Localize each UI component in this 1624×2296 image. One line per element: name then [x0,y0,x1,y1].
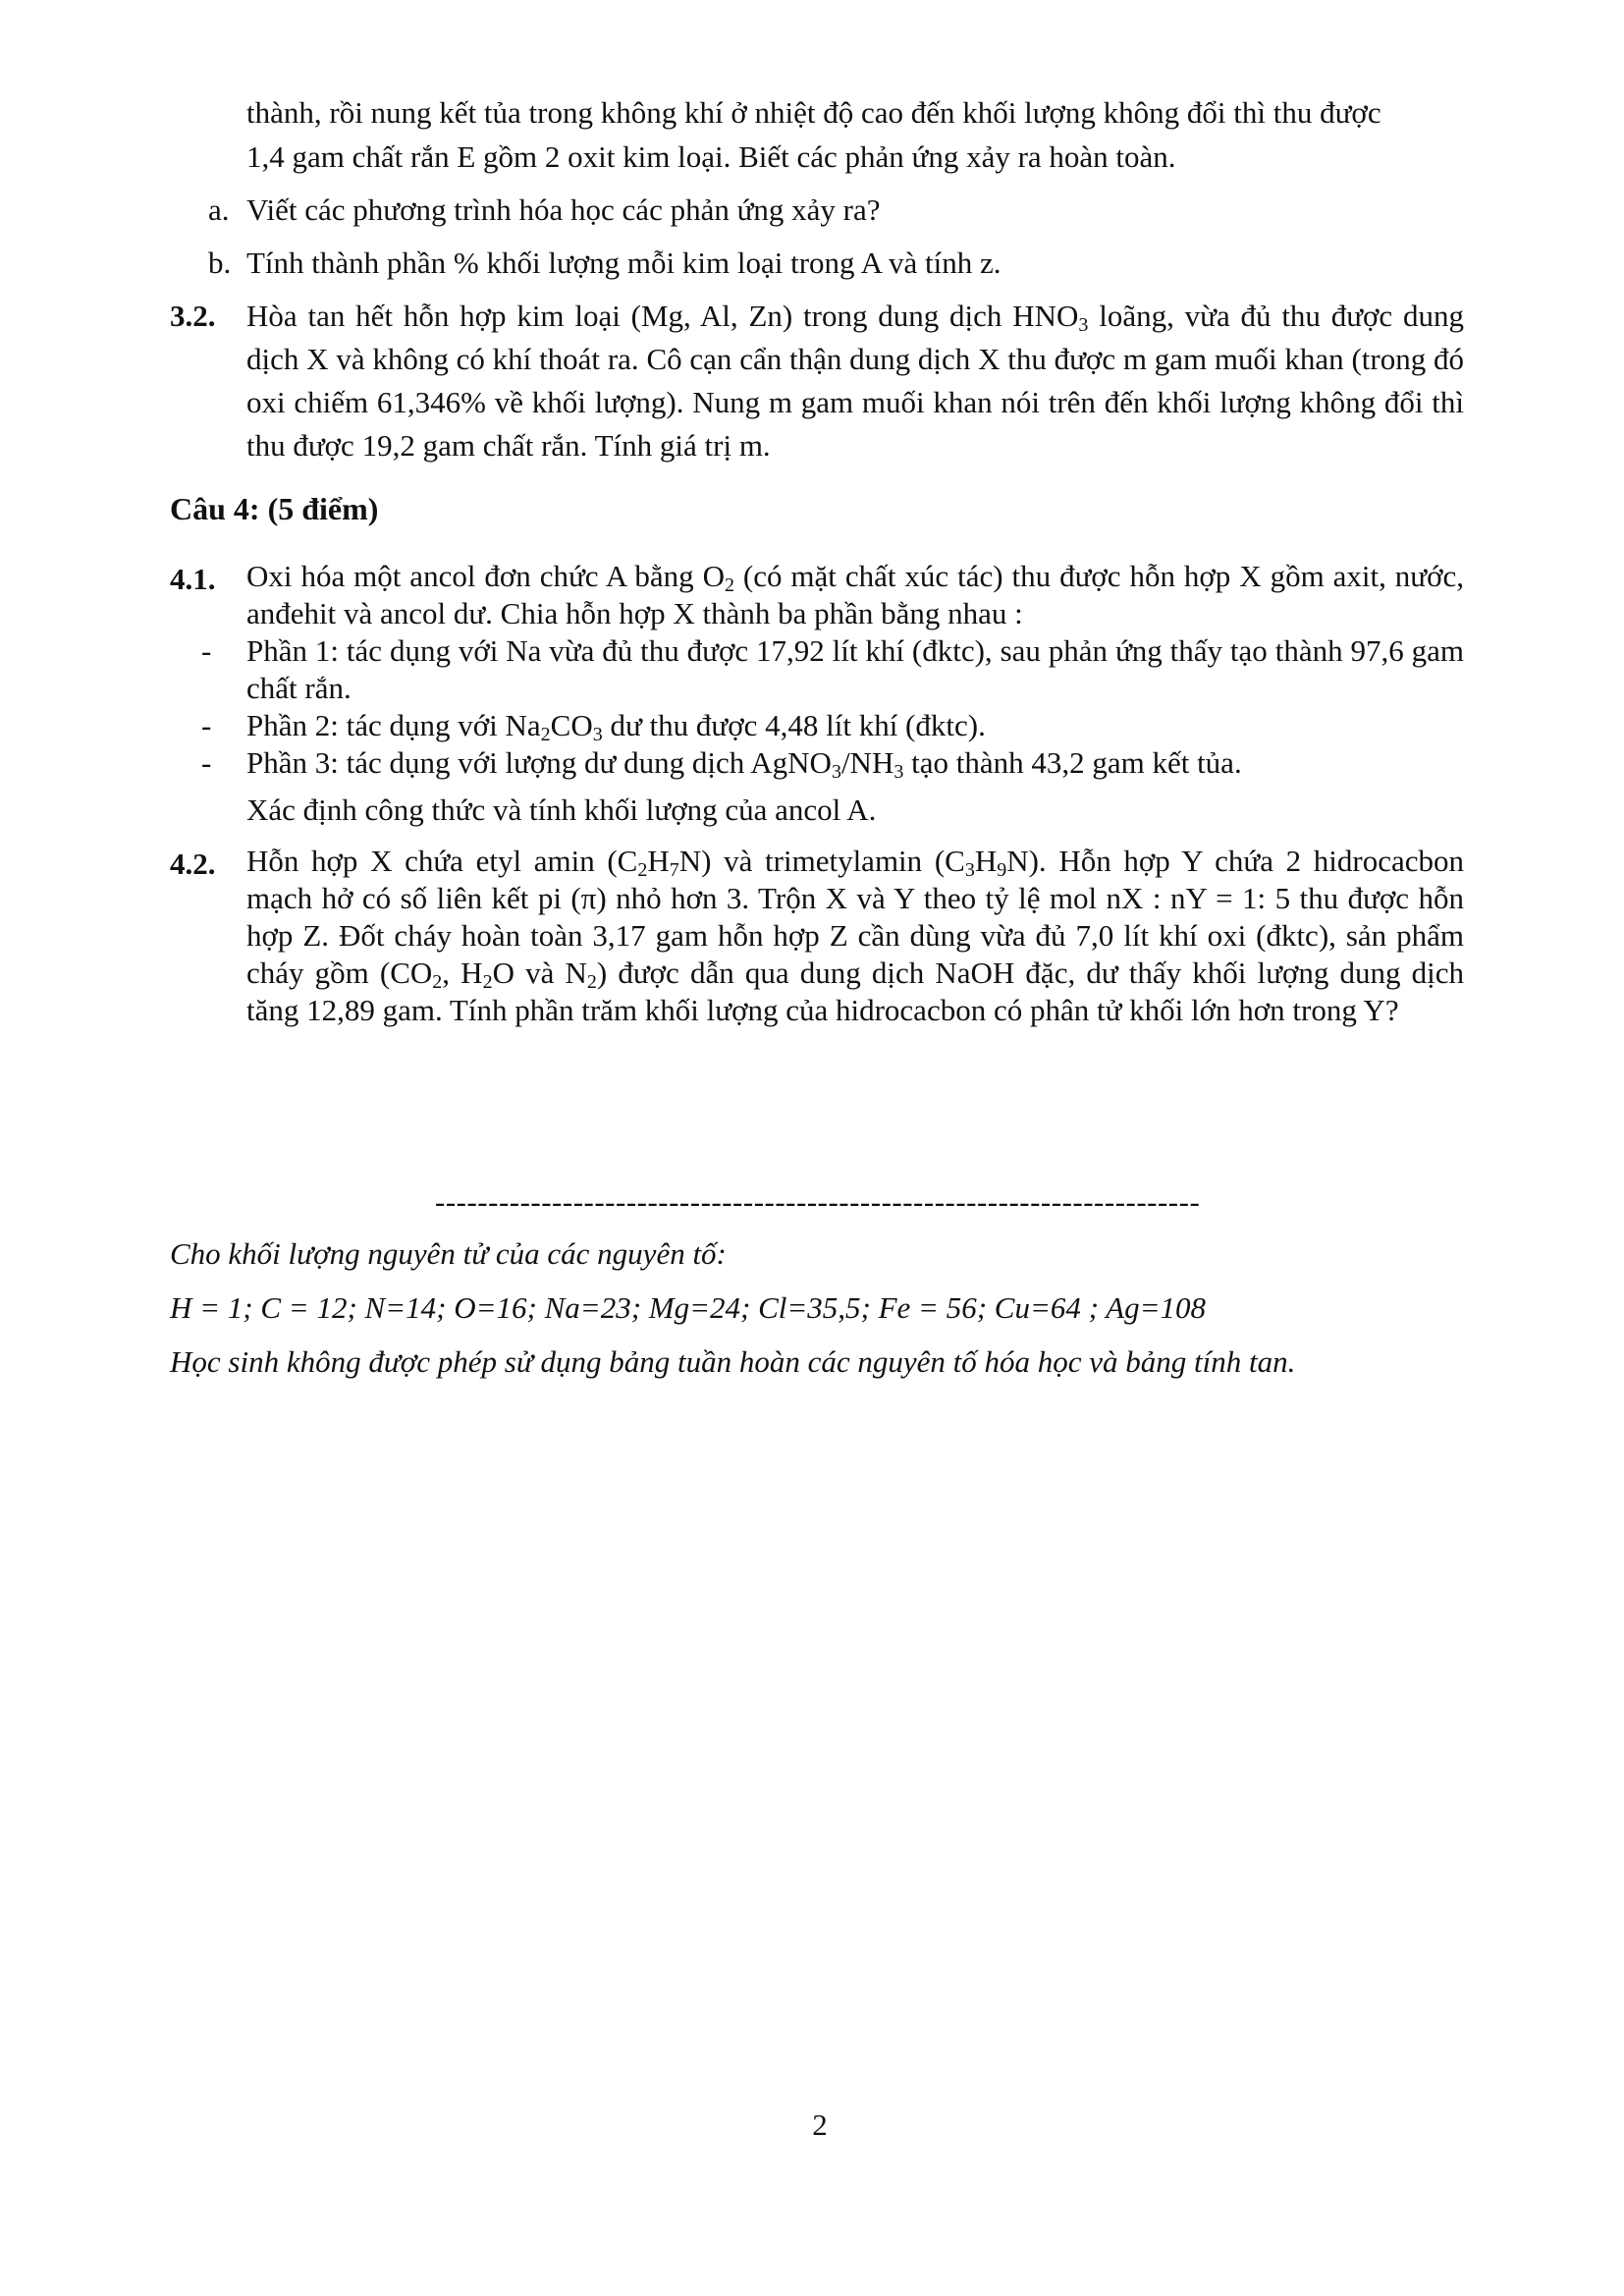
q4-1-part1-dash: - [201,633,212,668]
q4-1-part2: Phần 2: tác dụng với $Na_2CO_3$ dư thu được 4,48 lít khí (đktc). [246,708,986,745]
separator-line: ------------------------------------------------------------------------ [435,1184,1201,1219]
q4-2-number: 4.2. [170,847,216,881]
q3-2-text: Hòa tan hết hỗn hợp kim loại (Mg, Al, Zn) trong dung dịch $HNO_3$ loãng, vừa đủ thu được dung dịch X và không có khí thoát ra. Cô cạn cẩn thận dung dịch X thu được m gam muối khan (trong đó oxi chiếm 61,346% về khối lượng). Nung m gam muối khan nói trên đến khối lượng không đổi thì thu được 19,2 gam chất rắn. Tính giá trị m. [246,299,1465,463]
q3-item-a-label: a. [208,192,230,227]
q3-item-b-label: b. [208,246,232,280]
q4-1-text: Oxi hóa một ancol đơn chức A bằng $O_2$ (có mặt chất xúc tác) thu được hỗn hợp X gồm axit, nước, anđehit và ancol dư. Chia hỗn hợp X thành ba phần bằng nhau : [246,559,1464,630]
q4-1-number: 4.1. [170,562,216,596]
q4-1-part1: Phần 1: tác dụng với Na vừa đủ thu được 17,92 lít khí (đktc), sau phản ứng thấy tạo thành 97,6 gam chất rắn. [246,633,1464,705]
q3-continuation-line2: 1,4 gam chất rắn E gồm 2 oxit kim loại. Biết các phản ứng xảy ra hoàn toàn. [246,139,1176,174]
atomic-mass-intro: Cho khối lượng nguyên tử của các nguyên tố: [170,1236,727,1271]
q4-2-text: Hỗn hợp X chứa etyl amin $(C_2H_7N)$ và trimetylamin $(C_3H_9N)$. Hỗn hợp Y chứa 2 hidrocacbon mạch hở có số liên kết pi (π) nhỏ hơn 3. Trộn X và Y theo tỷ lệ mol nX : nY = 1: 5 thu được hỗn hợp Z. Đốt cháy hoàn toàn 3,17 gam hỗn hợp Z cần dùng vừa đủ 7,0 lít khí oxi (đktc), sản phẩm cháy gồm ($CO_2$, $H_2O$ và $N_2$) được dẫn qua dung dịch NaOH đặc, dư thấy khối lượng dung dịch tăng 12,89 gam. Tính phần trăm khối lượng của hidrocacbon có phân tử khối lớn hơn trong Y? [246,844,1464,1027]
q4-1-part3: Phần 3: tác dụng với lượng dư dung dịch $AgNO_3/NH_3$ tạo thành 43,2 gam kết tủa. [246,745,1242,783]
q4-heading: Câu 4: (5 điểm) [170,491,379,526]
exam-rule-note: Học sinh không được phép sử dụng bảng tuần hoàn các nguyên tố hóa học và bảng tính tan. [170,1344,1296,1379]
atomic-mass-values: H = 1; C = 12; N=14; O=16; Na=23; Mg=24; Cl=35,5; Fe = 56; Cu=64 ; Ag=108 [170,1290,1207,1325]
q3-continuation-line1: thành, rồi nung kết tủa trong không khí ở nhiệt độ cao đến khối lượng không đổi thì thu được [246,95,1381,130]
q3-item-a-text: Viết các phương trình hóa học các phản ứng xảy ra? [246,192,881,227]
q4-1-part3-dash: - [201,745,212,780]
q3-2-number: 3.2. [170,299,216,333]
q4-1-conclusion: Xác định công thức và tính khối lượng của ancol A. [246,793,877,827]
q4-1-part2-dash: - [201,708,212,742]
q3-item-b-text: Tính thành phần % khối lượng mỗi kim loại trong A và tính z. [246,246,1001,280]
page-number: 2 [812,2107,828,2142]
